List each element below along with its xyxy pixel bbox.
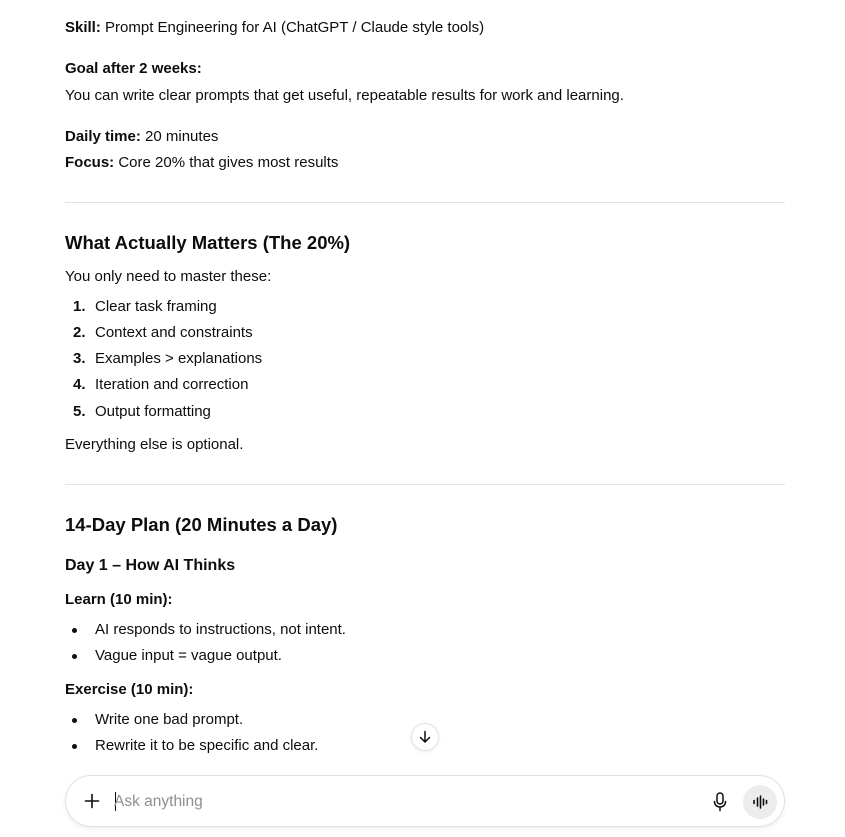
bullet-dot	[72, 744, 77, 749]
goal-value: You can write clear prompts that get useful, repeatable results for work and learning.	[65, 87, 624, 104]
list-number: 5.	[73, 403, 86, 420]
bullet-dot	[72, 718, 77, 723]
daily-time-value: 20 minutes	[145, 128, 219, 145]
learn-label: Learn (10 min):	[65, 591, 173, 608]
list-item-text: Write one bad prompt.	[95, 711, 244, 728]
exercise-label: Exercise (10 min):	[65, 681, 194, 698]
prompt-input[interactable]	[114, 789, 674, 815]
daily-time-line	[65, 126, 218, 148]
list-item-text: Context and constraints	[95, 324, 253, 341]
section-heading-matters: What Actually Matters (The 20%)	[65, 232, 351, 253]
list-number: 1.	[73, 298, 86, 315]
list-item-text: AI responds to instructions, not intent.	[95, 621, 346, 638]
divider	[65, 484, 785, 485]
voice-mode-button[interactable]	[743, 785, 777, 819]
list-item-text: Rewrite it to be specific and clear.	[95, 737, 319, 754]
voice-mode-icon	[752, 795, 768, 809]
matters-lead: You only need to master these:	[65, 268, 272, 285]
list-item-text: Examples > explanations	[95, 350, 263, 367]
focus-line	[65, 152, 338, 174]
scroll-to-bottom-button[interactable]	[411, 723, 439, 751]
bullet-dot	[72, 628, 77, 633]
list-item-text: Output formatting	[95, 403, 211, 420]
list-item-text: Vague input = vague output.	[95, 647, 282, 664]
chat-composer	[65, 775, 785, 827]
bullet-dot	[72, 654, 77, 659]
list-number: 2.	[73, 324, 86, 341]
focus-label: Focus:	[65, 154, 115, 171]
skill-value: Prompt Engineering for AI (ChatGPT / Claude style tools)	[105, 19, 485, 36]
divider	[65, 202, 785, 203]
arrow-down-icon	[417, 729, 433, 745]
microphone-icon[interactable]	[710, 791, 730, 813]
day-heading: Day 1 – How AI Thinks	[65, 557, 236, 574]
skill-line	[65, 17, 484, 39]
matters-footer: Everything else is optional.	[65, 436, 244, 453]
skill-label: Skill:	[65, 19, 101, 36]
list-number: 4.	[73, 376, 86, 393]
section-heading-plan: 14-Day Plan (20 Minutes a Day)	[65, 514, 338, 535]
goal-label: Goal after 2 weeks:	[65, 60, 202, 77]
list-number: 3.	[73, 350, 86, 367]
daily-time-label: Daily time:	[65, 128, 141, 145]
focus-value: Core 20% that gives most results	[118, 154, 339, 171]
list-item-text: Iteration and correction	[95, 376, 249, 393]
list-item-text: Clear task framing	[95, 298, 217, 315]
plus-icon[interactable]	[82, 791, 102, 811]
